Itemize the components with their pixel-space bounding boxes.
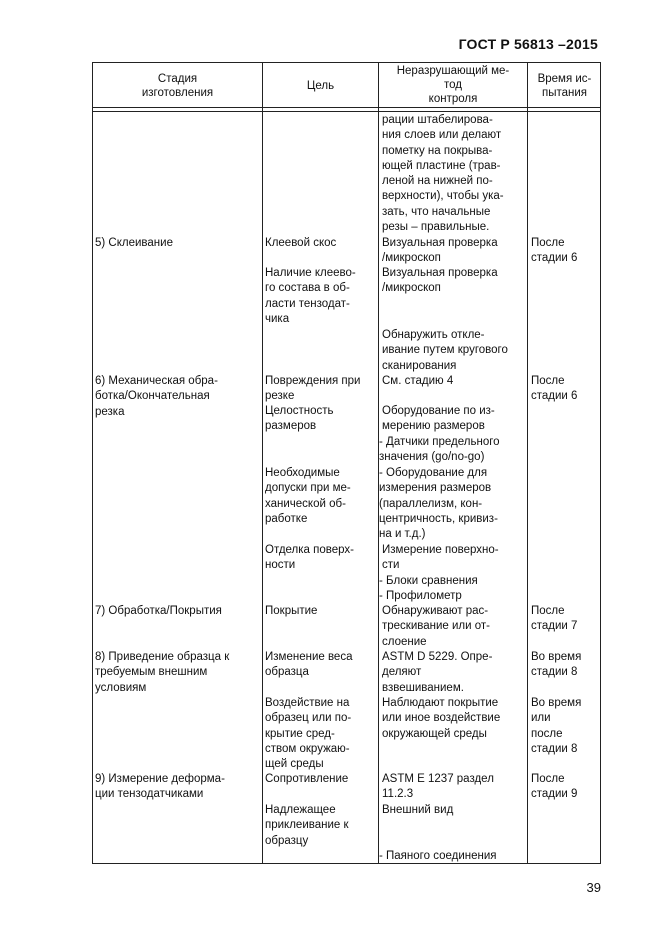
- goal-cell: Покрытие: [265, 605, 318, 617]
- time-cell: Во время стадии 8: [531, 651, 582, 679]
- goal-cell: Целостность размеров: [265, 405, 334, 433]
- goal-cell: Сопротивление: [265, 773, 349, 785]
- method-cell: Визуальная проверка /микроскоп: [382, 267, 498, 295]
- header-divider: [92, 107, 601, 108]
- header-divider: [92, 111, 601, 112]
- method-cell: Оборудование по из- мерению размеров: [382, 405, 495, 433]
- method-cell: ASTM D 5229. Опре- деляют взвешиванием.: [382, 651, 493, 694]
- column-header-method: Неразрушающий ме- тод контроля: [396, 65, 510, 105]
- goal-cell: Надлежащее приклеивание к образцу: [265, 804, 349, 847]
- time-cell: После стадии 6: [531, 237, 578, 265]
- method-cell: Обнаруживают рас- трескивание или от- слоение: [382, 605, 490, 648]
- column-header-stage: Стадия изготовления: [141, 73, 214, 99]
- method-cell: См. стадию 4: [382, 375, 454, 387]
- column-divider: [262, 62, 263, 864]
- method-cell: Измерение поверхно- сти: [382, 544, 499, 572]
- goal-cell: Изменение веса образца: [265, 651, 353, 679]
- goal-cell: Наличие клеево- го состава в об- ласти тензодат- чика: [265, 267, 356, 325]
- goal-cell: Клеевой скос: [265, 237, 337, 249]
- method-cell: Обнаружить откле- ивание путем кругового сканирования: [382, 329, 508, 372]
- method-cell: Внешний вид: [382, 804, 454, 816]
- method-cell: - Датчики предельного значения (go/no-go): [379, 436, 500, 464]
- column-header-goal: Цель: [306, 80, 335, 92]
- goal-cell: Необходимые допуски при ме- ханической об- работке: [265, 467, 351, 525]
- time-cell: Во время или после стадии 8: [531, 697, 582, 755]
- column-header-time: Время ис- пытания: [537, 73, 592, 99]
- stage-cell: 5) Склеивание: [95, 237, 173, 249]
- time-cell: После стадии 9: [531, 773, 578, 801]
- method-cell: - Блоки сравнения: [379, 575, 478, 587]
- stage-cell: 9) Измерение деформа- ции тензодатчиками: [95, 773, 225, 801]
- time-cell: После стадии 6: [531, 375, 578, 403]
- stage-cell: 6) Механическая обра- ботка/Окончательная резка: [95, 375, 218, 418]
- method-cell: - Паяного соединения: [379, 850, 497, 862]
- stage-cell: 8) Приведение образца к требуемым внешним условиям: [95, 651, 230, 694]
- goal-cell: Повреждения при резке: [265, 375, 361, 403]
- method-cell: Наблюдают покрытие или иное воздействие окружающей среды: [382, 697, 501, 740]
- stage-cell: 7) Обработка/Покрытия: [95, 605, 222, 617]
- method-cell: рации штабелирова- ния слоев или делают пометку на покрыва- ющей пластине (трав- леной на нижней по- верхности), чтобы ука- зать, что начальные резы – правильные.: [382, 114, 504, 234]
- method-cell: ASTM E 1237 раздел 11.2.3: [382, 773, 494, 801]
- document-header: ГОСТ Р 56813 –2015: [458, 36, 598, 52]
- goal-cell: Отделка поверх- ности: [265, 544, 354, 572]
- method-cell: - Профилометр: [379, 590, 462, 602]
- goal-cell: Воздействие на образец или по- крытие сред- ством окружаю- щей среды: [265, 697, 352, 771]
- column-divider: [527, 62, 528, 864]
- page-number: 39: [586, 880, 601, 895]
- method-cell: - Оборудование для измерения размеров (параллелизм, кон- центричность, кривиз- на и т.д.): [379, 467, 498, 541]
- time-cell: После стадии 7: [531, 605, 578, 633]
- method-cell: Визуальная проверка /микроскоп: [382, 237, 498, 265]
